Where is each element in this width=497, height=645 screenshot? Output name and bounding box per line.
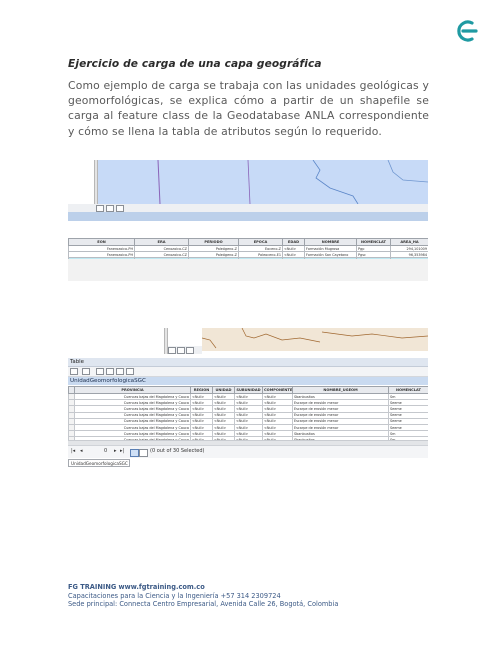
table-cell: Escarpe de erosión menor xyxy=(293,424,389,430)
column-header[interactable]: AREA_HA xyxy=(391,239,429,246)
table-cell: 294,101009 xyxy=(391,246,429,252)
table-cell: Seeme xyxy=(389,418,429,424)
table-cell: Fanerozoico-PH xyxy=(69,246,135,252)
table-cell: <Null> xyxy=(263,406,293,412)
table-cell: Paleoceno-E1 xyxy=(239,252,283,258)
column-header[interactable]: NOMBRE_UGEOM xyxy=(293,387,389,394)
table-cell: Formación Mugrosa xyxy=(305,246,357,252)
list-layers-icon[interactable] xyxy=(106,205,114,212)
list-layers-icon[interactable] xyxy=(177,347,185,354)
current-record[interactable]: 0 xyxy=(104,448,108,454)
table-cell: <Null> xyxy=(213,394,235,400)
table-cell: <Null> xyxy=(235,394,263,400)
table-cell: Seeme xyxy=(389,412,429,418)
first-record-icon[interactable]: |◂ xyxy=(71,448,76,454)
table-cell: Cuencas bajas del Magdalena y Cauca xyxy=(75,424,191,430)
column-header[interactable]: UNIDAD xyxy=(213,387,235,394)
table-cell: Escarpe de erosión menor xyxy=(293,406,389,412)
column-header[interactable]: REGION xyxy=(191,387,213,394)
table-options-icon[interactable] xyxy=(96,205,104,212)
table-cell: <Null> xyxy=(191,431,213,437)
section-heading: Ejercicio de carga de una capa geográfica xyxy=(68,58,322,70)
table-cell: <Null> xyxy=(191,424,213,430)
table-cell: Escarpe de erosión menor xyxy=(293,418,389,424)
table-cell: <Null> xyxy=(283,252,305,258)
table-cell: <Null> xyxy=(235,412,263,418)
table-cell: Seeme xyxy=(389,406,429,412)
table-cell: Cuencas bajas del Magdalena y Cauca xyxy=(75,400,191,406)
column-header[interactable]: EON xyxy=(69,239,135,246)
table-cell: <Null> xyxy=(213,424,235,430)
footer-address: Sede principal: Connecta Centro Empresarial, Avenida Calle 26, Bogotá, Colombia xyxy=(68,600,339,609)
table-cell: <Null> xyxy=(235,431,263,437)
map-boundaries xyxy=(202,328,428,351)
previous-record-icon[interactable]: ◂ xyxy=(80,448,83,454)
table-cell: <Null> xyxy=(191,412,213,418)
table-cell: <Null> xyxy=(235,418,263,424)
source-view-icon[interactable] xyxy=(116,205,124,212)
table-cell: <Null> xyxy=(213,412,235,418)
layer-name-bar: UnidadGeomorfologicaSGC xyxy=(68,377,428,385)
delete-selected-icon[interactable] xyxy=(126,368,134,375)
table-cell: Fanerozoico-PH xyxy=(69,252,135,258)
clear-selection-icon[interactable] xyxy=(116,368,124,375)
table-cell: Cenozoico-CZ xyxy=(135,246,189,252)
table-cell: Escarpe de erosión menor xyxy=(293,412,389,418)
table-cell: Seeme xyxy=(389,400,429,406)
column-header[interactable]: NOMBRE xyxy=(305,239,357,246)
table-cell: <Null> xyxy=(283,246,305,252)
table-cell: <Null> xyxy=(191,394,213,400)
table-cell: Paleógeno-Z xyxy=(189,246,239,252)
table-cell: Pgp xyxy=(357,246,391,252)
table-cell: Sm xyxy=(389,394,429,400)
table-cell: <Null> xyxy=(213,431,235,437)
table-cell: <Null> xyxy=(263,418,293,424)
table-cell: <Null> xyxy=(235,400,263,406)
map-boundaries xyxy=(98,160,428,204)
footer-contact: Capacitaciones para la Ciencia y la Ingeniería +57 314 2309724 xyxy=(68,591,281,600)
table-toolbar xyxy=(68,367,428,377)
table-cell: Cuencas bajas del Magdalena y Cauca xyxy=(75,412,191,418)
table-cell: <Null> xyxy=(263,424,293,430)
table-cell: Sbanbusitos xyxy=(293,431,389,437)
select-by-attributes-icon[interactable] xyxy=(96,368,104,375)
table-cell: <Null> xyxy=(235,424,263,430)
table-cell: <Null> xyxy=(263,412,293,418)
table-cell: Escarpe de erosión menor xyxy=(293,400,389,406)
last-record-icon[interactable]: ▸| xyxy=(120,448,125,454)
toc-panel xyxy=(68,160,94,204)
geomorphology-attribute-table xyxy=(68,386,428,444)
table-options-icon[interactable] xyxy=(70,368,78,375)
show-all-records-icon[interactable] xyxy=(130,449,139,457)
table-cell: <Null> xyxy=(213,418,235,424)
map-view xyxy=(98,160,428,204)
selection-status: (0 out of 30 Selected) xyxy=(150,448,205,454)
switch-selection-icon[interactable] xyxy=(106,368,114,375)
table-cell: Paleógeno-Z xyxy=(189,252,239,258)
table-cell: Formación San Cayetano xyxy=(305,252,357,258)
table-tab[interactable]: UnidadGeomorfologicaSGC xyxy=(68,459,130,467)
table-cell: Cuencas bajas del Magdalena y Cauca xyxy=(75,406,191,412)
table-cell: Cuencas bajas del Magdalena y Cauca xyxy=(75,418,191,424)
geomorphology-table-screenshot xyxy=(68,328,428,468)
show-selected-records-icon[interactable] xyxy=(139,449,148,457)
table-cell: Seeme xyxy=(389,424,429,430)
table-cell: <Null> xyxy=(263,394,293,400)
column-header[interactable]: PROVINCIA xyxy=(75,387,191,394)
table-cell: Eoceno-Z xyxy=(239,246,283,252)
table-cell: Pgsc xyxy=(357,252,391,258)
table-cell: Cuencas bajas del Magdalena y Cauca xyxy=(75,394,191,400)
geology-table-screenshot xyxy=(68,160,428,281)
map-toolbar xyxy=(168,346,202,354)
column-header[interactable]: COMPONENTE xyxy=(264,388,293,392)
record-navigation-bar xyxy=(68,445,428,458)
table-cell: <Null> xyxy=(263,400,293,406)
column-header[interactable]: EDAD xyxy=(283,239,305,246)
table-cell: 96,353984 xyxy=(391,252,429,258)
footer-brand: FG TRAINING www.fgtraining.com.co xyxy=(68,583,205,591)
table-cell: <Null> xyxy=(263,431,293,437)
next-record-icon[interactable]: ▸ xyxy=(114,448,117,454)
table-cell: <Null> xyxy=(213,406,235,412)
footer xyxy=(68,583,338,609)
column-header[interactable]: NOMENCLAT xyxy=(389,387,429,394)
table-cell: <Null> xyxy=(191,418,213,424)
map-view xyxy=(202,328,428,351)
table-cell: Cenozoico-CZ xyxy=(135,252,189,258)
table-options-icon[interactable] xyxy=(168,347,176,354)
related-tables-icon[interactable] xyxy=(82,368,90,375)
table-cell: <Null> xyxy=(191,400,213,406)
table-cell: Sbanbusitos xyxy=(293,394,389,400)
column-header[interactable]: ERA xyxy=(135,239,189,246)
table-cell: Sm xyxy=(389,431,429,437)
table-empty-area xyxy=(68,259,428,281)
column-header[interactable]: EPOCA xyxy=(239,239,283,246)
table-cell: <Null> xyxy=(191,406,213,412)
blank-area xyxy=(68,221,428,238)
table-cell: <Null> xyxy=(213,400,235,406)
column-header[interactable]: PERIODO xyxy=(189,239,239,246)
column-header[interactable]: NOMENCLAT xyxy=(357,239,391,246)
fg-training-logo xyxy=(452,20,478,42)
source-view-icon[interactable] xyxy=(186,347,194,354)
table-cell: Cuencas bajas del Magdalena y Cauca xyxy=(75,431,191,437)
layer-header-bar xyxy=(68,212,428,221)
table-window-title: Table xyxy=(68,358,428,367)
column-header[interactable]: SUBUNIDAD xyxy=(236,388,261,392)
intro-paragraph: Como ejemplo de carga se trabaja con las unidades geológicas y geomorfológicas, se explica cómo a partir de un shapefile se carga al feature class de la Geodatabase ANLA correspondiente y cómo se llena la tabla de atributos según lo requerido. xyxy=(68,79,429,138)
table-cell: <Null> xyxy=(235,406,263,412)
